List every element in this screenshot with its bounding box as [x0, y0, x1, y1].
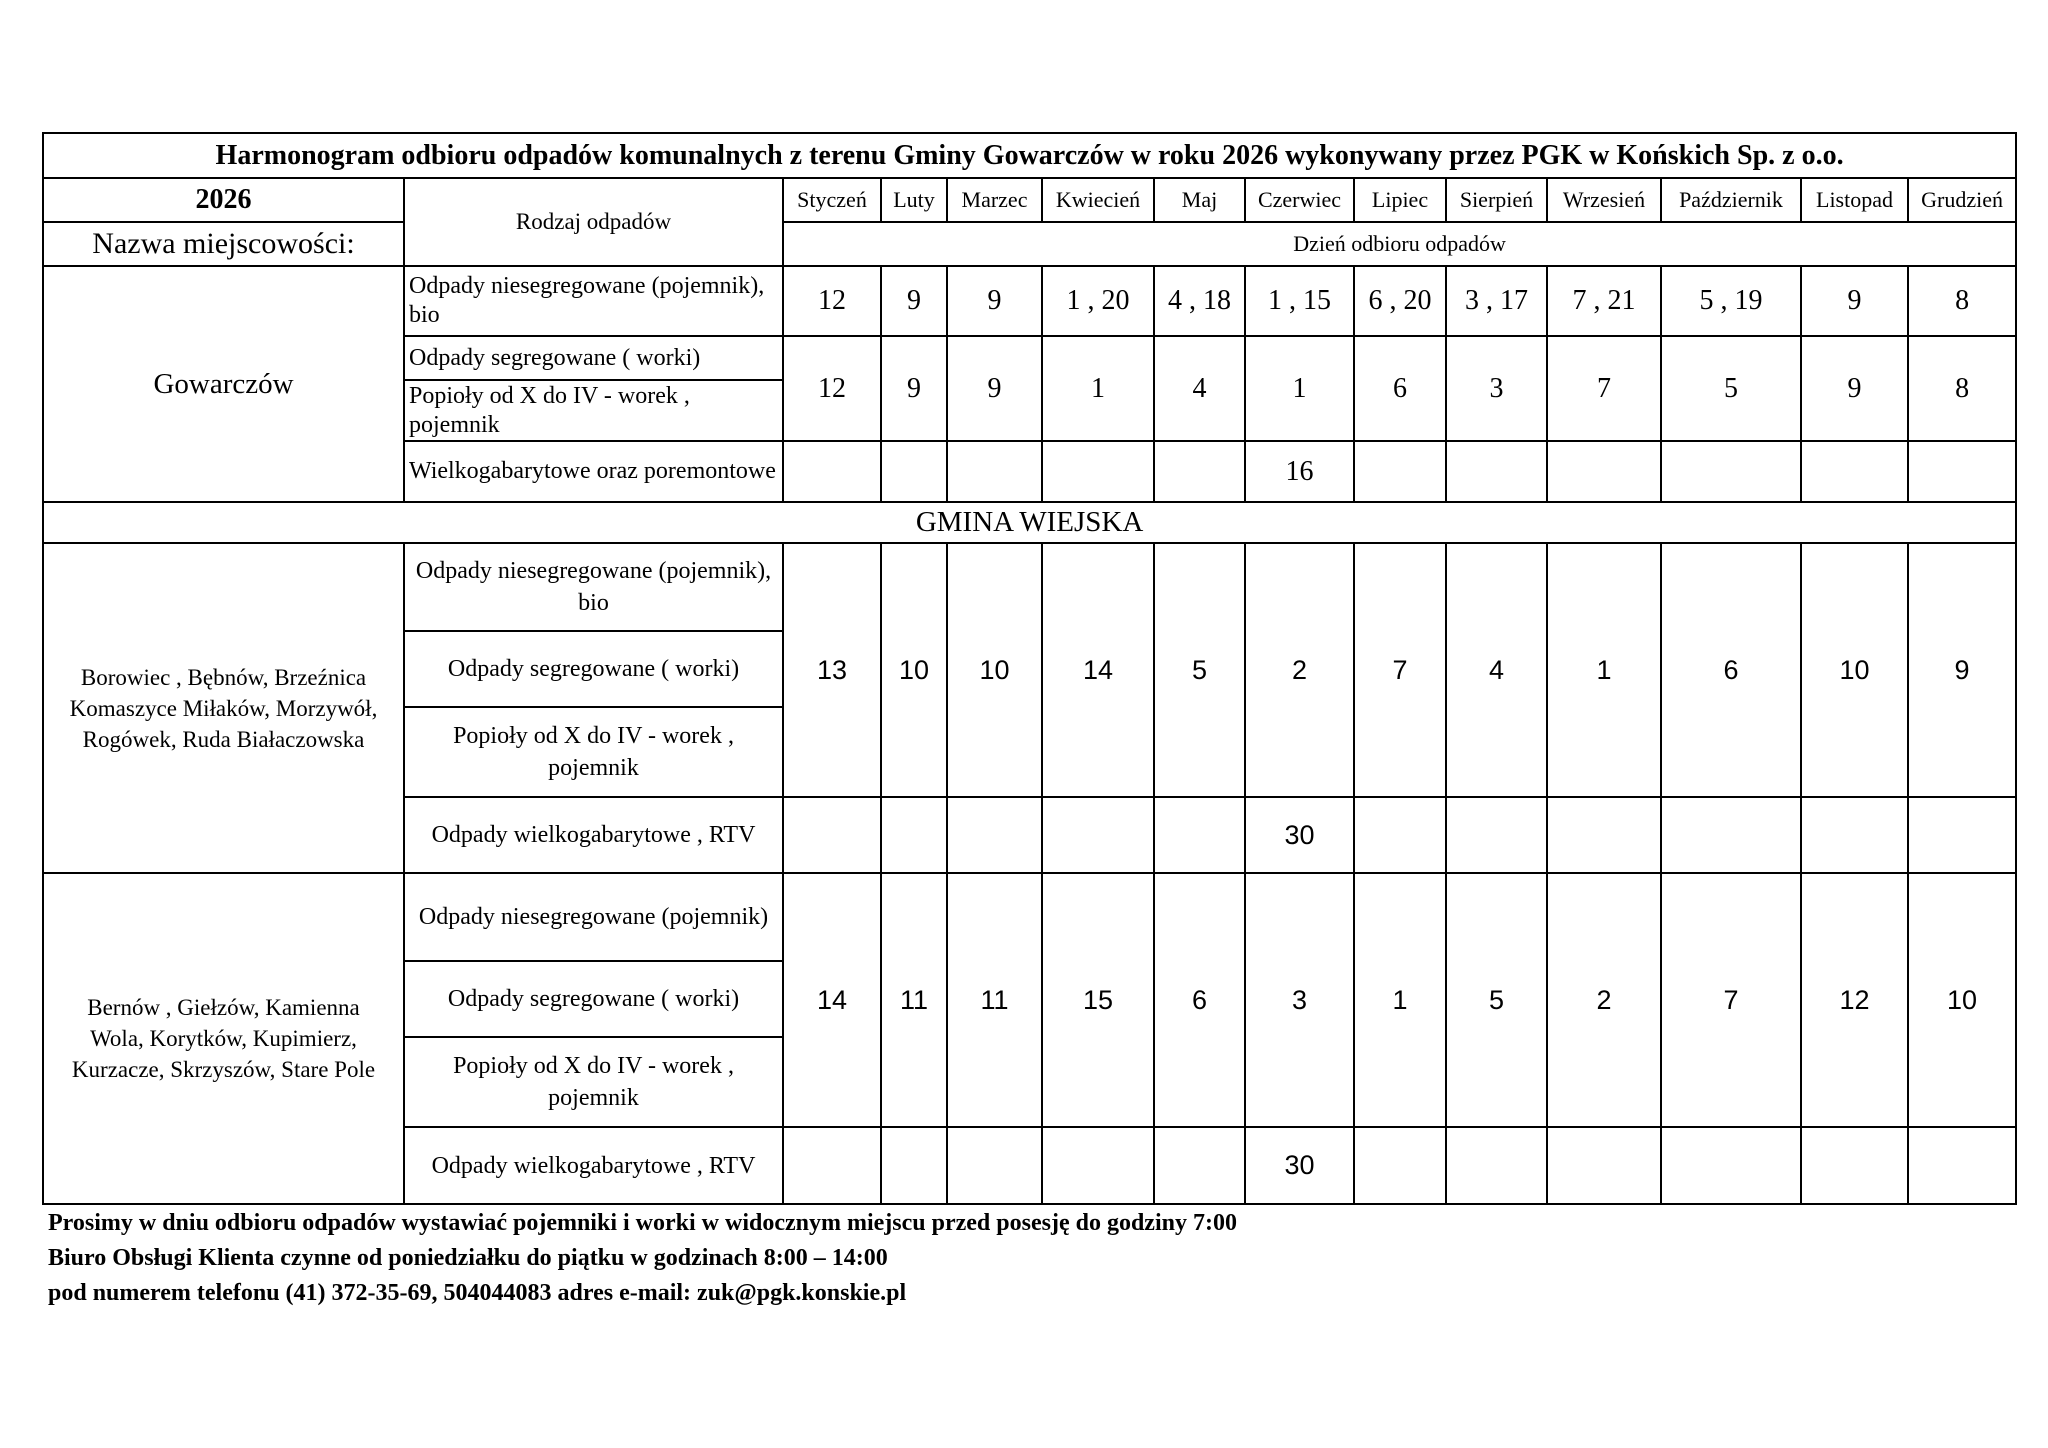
pickup-day: 9 — [1801, 336, 1908, 441]
month-header: Lipiec — [1354, 178, 1446, 222]
pickup-day — [1547, 1127, 1661, 1204]
waste-type: Odpady niesegregowane (pojemnik), bio — [404, 266, 783, 336]
pickup-day: 3 , 17 — [1446, 266, 1547, 336]
waste-type: Popioły od X do IV - worek , pojemnik — [404, 1037, 783, 1127]
pickup-day: 5 — [1446, 873, 1547, 1127]
pickup-day: 8 — [1908, 336, 2016, 441]
village-list — [43, 543, 404, 873]
pickup-day — [1042, 797, 1154, 873]
pickup-day: 12 — [1801, 873, 1908, 1127]
town-name: Gowarczów — [43, 266, 404, 502]
waste-type: Odpady niesegregowane (pojemnik) — [404, 873, 783, 961]
pickup-day: 2 — [1245, 543, 1354, 797]
pickup-day: 14 — [783, 873, 881, 1127]
month-header: Maj — [1154, 178, 1245, 222]
pickup-day: 10 — [881, 543, 947, 797]
pickup-day — [1354, 1127, 1446, 1204]
pickup-day: 4 — [1446, 543, 1547, 797]
pickup-day: 3 — [1245, 873, 1354, 1127]
pickup-day: 1 — [1547, 543, 1661, 797]
pickup-day: 1 , 15 — [1245, 266, 1354, 336]
pickup-day — [1154, 1127, 1245, 1204]
month-header: Październik — [1661, 178, 1801, 222]
pickup-day: 4 — [1154, 336, 1245, 441]
pickup-day — [1661, 1127, 1801, 1204]
waste-type-header: Rodzaj odpadów — [404, 178, 783, 266]
pickup-day: 16 — [1245, 441, 1354, 502]
pickup-day: 10 — [1908, 873, 2016, 1127]
pickup-day: 11 — [881, 873, 947, 1127]
pickup-day — [1547, 797, 1661, 873]
waste-type: Odpady niesegregowane (pojemnik), bio — [404, 543, 783, 631]
pickup-day — [1801, 797, 1908, 873]
pickup-day: 6 — [1661, 543, 1801, 797]
pickup-day: 1 — [1042, 336, 1154, 441]
waste-type: Wielkogabarytowe oraz poremontowe — [404, 441, 783, 502]
pickup-day-header: Dzień odbioru odpadów — [783, 222, 2016, 266]
village-line: Kurzacze, Skrzyszów, Stare Pole — [71, 1057, 376, 1082]
month-header: Marzec — [947, 178, 1042, 222]
village-line: Rogówek, Ruda Białaczowska — [82, 726, 365, 752]
pickup-day: 6 — [1354, 336, 1446, 441]
footer-line: pod numerem telefonu (41) 372-35-69, 504044083 adres e-mail: zuk@pgk.konskie.pl — [48, 1280, 907, 1306]
month-header: Sierpień — [1446, 178, 1547, 222]
pickup-day: 11 — [947, 873, 1042, 1127]
pickup-day: 15 — [1042, 873, 1154, 1127]
pickup-day: 5 , 19 — [1661, 266, 1801, 336]
pickup-day: 9 — [947, 336, 1042, 441]
pickup-day: 6 , 20 — [1354, 266, 1446, 336]
pickup-day: 7 — [1547, 336, 1661, 441]
pickup-day: 2 — [1547, 873, 1661, 1127]
pickup-day — [1354, 441, 1446, 502]
pickup-day: 8 — [1908, 266, 2016, 336]
pickup-day: 4 , 18 — [1154, 266, 1245, 336]
pickup-day — [1801, 441, 1908, 502]
pickup-day: 9 — [947, 266, 1042, 336]
pickup-day: 9 — [881, 266, 947, 336]
pickup-day — [1354, 797, 1446, 873]
pickup-day — [1446, 797, 1547, 873]
pickup-day — [1801, 1127, 1908, 1204]
pickup-day — [1547, 441, 1661, 502]
pickup-day: 7 , 21 — [1547, 266, 1661, 336]
pickup-day — [881, 797, 947, 873]
pickup-day: 30 — [1245, 797, 1354, 873]
pickup-day — [1154, 441, 1245, 502]
pickup-day: 12 — [783, 336, 881, 441]
village-line: Borowiec , Bębnów, Brzeźnica — [80, 664, 367, 690]
pickup-day: 10 — [1801, 543, 1908, 797]
pickup-day: 5 — [1661, 336, 1801, 441]
pickup-day: 13 — [783, 543, 881, 797]
month-header: Luty — [881, 178, 947, 222]
pickup-day: 7 — [1354, 543, 1446, 797]
section-heading: GMINA WIEJSKA — [43, 502, 2016, 543]
pickup-day: 1 — [1245, 336, 1354, 441]
pickup-day: 3 — [1446, 336, 1547, 441]
pickup-day — [1908, 797, 2016, 873]
waste-type: Odpady segregowane ( worki) — [404, 961, 783, 1037]
month-header: Grudzień — [1908, 178, 2016, 222]
pickup-day: 1 , 20 — [1042, 266, 1154, 336]
waste-type: Popioły od X do IV - worek , pojemnik — [404, 380, 783, 441]
month-header: Czerwiec — [1245, 178, 1354, 222]
footer-line: Biuro Obsługi Klienta czynne od poniedziałku do piątku w godzinach 8:00 – 14:00 — [48, 1245, 888, 1271]
month-header: Kwiecień — [1042, 178, 1154, 222]
waste-type: Odpady segregowane ( worki) — [404, 631, 783, 707]
footer-notes — [48, 1206, 1237, 1311]
pickup-day — [1661, 797, 1801, 873]
pickup-day — [1042, 1127, 1154, 1204]
pickup-day — [1908, 441, 2016, 502]
page-title: Harmonogram odbioru odpadów komunalnych z terenu Gminy Gowarczów w roku 2026 wykonywany przez PGK w Końskich Sp. z o.o. — [43, 133, 2016, 178]
pickup-day: 1 — [1354, 873, 1446, 1127]
month-header: Listopad — [1801, 178, 1908, 222]
pickup-day — [1154, 797, 1245, 873]
waste-type: Popioły od X do IV - worek , pojemnik — [404, 707, 783, 797]
waste-type: Odpady segregowane ( worki) — [404, 336, 783, 380]
waste-type: Odpady wielkogabarytowe , RTV — [404, 1127, 783, 1204]
pickup-day: 5 — [1154, 543, 1245, 797]
village-line: Bernów , Giełzów, Kamienna — [87, 995, 360, 1020]
locality-header: Nazwa miejscowości: — [43, 222, 404, 266]
pickup-day — [1661, 441, 1801, 502]
pickup-day — [947, 1127, 1042, 1204]
pickup-day: 9 — [1908, 543, 2016, 797]
pickup-day — [1446, 1127, 1547, 1204]
footer-line: Prosimy w dniu odbioru odpadów wystawiać pojemniki i worki w widocznym miejscu przed posesję do godziny 7:00 — [48, 1210, 1237, 1236]
pickup-day — [947, 441, 1042, 502]
pickup-day: 30 — [1245, 1127, 1354, 1204]
pickup-day — [783, 797, 881, 873]
village-line: Wola, Korytków, Kupimierz, — [90, 1026, 357, 1051]
village-list — [43, 873, 404, 1204]
pickup-day: 9 — [1801, 266, 1908, 336]
pickup-day: 10 — [947, 543, 1042, 797]
pickup-day — [1042, 441, 1154, 502]
pickup-day: 14 — [1042, 543, 1154, 797]
pickup-day — [783, 1127, 881, 1204]
month-header: Styczeń — [783, 178, 881, 222]
pickup-day — [1908, 1127, 2016, 1204]
waste-type: Odpady wielkogabarytowe , RTV — [404, 797, 783, 873]
pickup-day — [947, 797, 1042, 873]
pickup-day — [1446, 441, 1547, 502]
pickup-day: 7 — [1661, 873, 1801, 1127]
village-line: Komaszyce Miłaków, Morzywół, — [69, 695, 378, 721]
pickup-day — [881, 1127, 947, 1204]
pickup-day — [881, 441, 947, 502]
pickup-day: 12 — [783, 266, 881, 336]
year-label: 2026 — [43, 178, 404, 222]
schedule-table — [42, 132, 2017, 1205]
month-header: Wrzesień — [1547, 178, 1661, 222]
pickup-day: 9 — [881, 336, 947, 441]
pickup-day: 6 — [1154, 873, 1245, 1127]
pickup-day — [783, 441, 881, 502]
